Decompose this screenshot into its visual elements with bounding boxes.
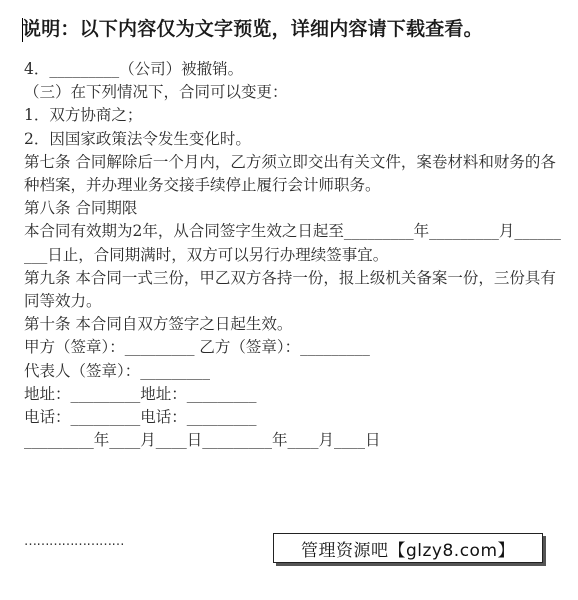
article-8-heading: 第八条 合同期限: [24, 199, 138, 218]
signature-parties-line: 甲方（签章）：_________ 乙方（签章）：_________: [24, 338, 370, 357]
site-watermark-link[interactable]: 管理资源吧【glzy8.com】: [273, 533, 543, 563]
article-10: 第十条 本合同自双方签字之日起生效。: [24, 315, 293, 334]
article-7: 第七条 合同解除后一个月内，乙方须立即交出有关文件，案卷材料和财务的各种档案，并办理业务交接手续停止履行会计师职务。: [24, 152, 556, 195]
phone-line: 电话：_________电话：_________: [24, 408, 257, 427]
document-body: [24, 58, 564, 452]
ellipsis-dots: ……………………: [24, 534, 124, 549]
article-9: 第九条 本合同一式三份，甲乙双方各持一份，报上级机关备案一份，三份具有同等效力。: [24, 268, 556, 311]
address-line: 地址：_________地址：_________: [24, 384, 257, 403]
preview-notice: 说明：以下内容仅为文字预览，详细内容请下载查看。: [22, 18, 483, 40]
clause-line: 4．_________（公司）被撤销。: [24, 60, 244, 78]
representative-line: 代表人（签章）：_________: [24, 361, 211, 380]
contract-term-paragraph: 本合同有效期为2年，从合同签字生效之日起至_________年_________月_________日止，合同期满时，双方可以另行办理续签事宜。: [24, 222, 561, 264]
clause-line: 1．双方协商之；: [24, 106, 143, 125]
clause-line: 2．因国家政策法令发生变化时。: [24, 129, 251, 148]
clause-line: （三）在下列情况下，合同可以变更：: [24, 83, 288, 102]
date-line: _________年____月____日_________年____月____日: [24, 431, 381, 450]
